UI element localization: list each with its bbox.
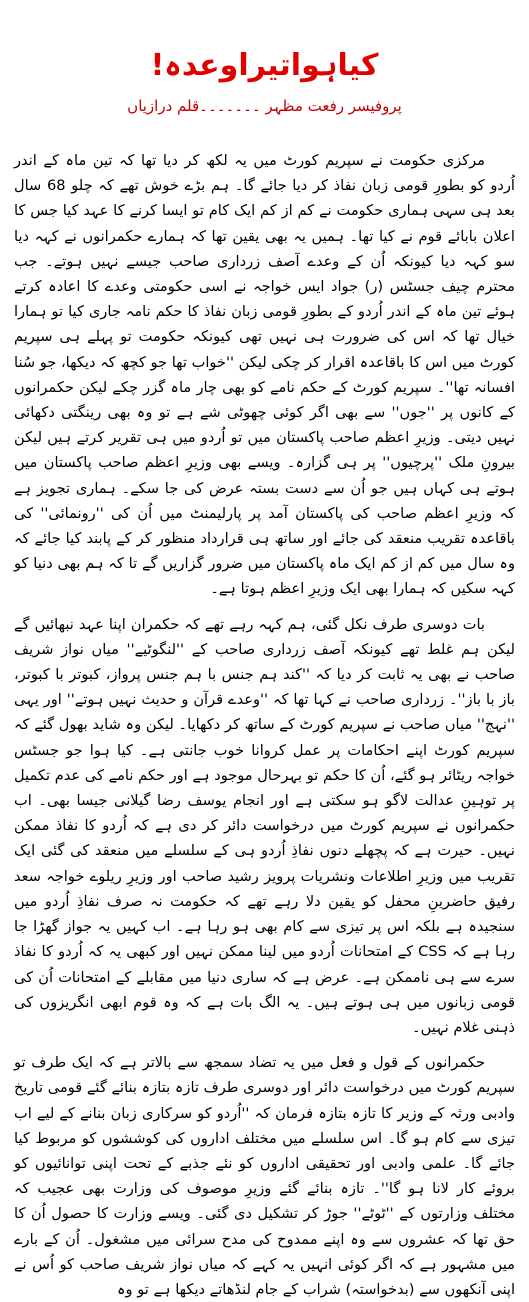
- article-paragraph-1: مرکزی حکومت نے سپریم کورٹ میں یہ لکھ کر دیا تھا کہ تین ماہ کے اندر اُردو کو بطورِ قومی زبان نفاذ کر دیا جائے گا۔ ہم بڑے خوش تھے کہ چلو 68 سال بعد ہی سہی ہماری حکومت نے کم از کم ایک کام تو ایسا کرنے کا عہد کیا جس کا اعلان بابائے قوم نے کیا تھا۔ ہمیں یہ بھی یقین تھا کہ ہمارے حکمرانوں نے کہہ دیا سو کہہ دیا کیونکہ اُن کے وعدے آصف زرداری صاحب جیسے نہیں ہوتے۔ جب محترم چیف جسٹس (ر) جواد ایس خواجہ نے اسی حکومتی وعدے کا اعادہ کرتے ہوئے تین ماہ کے اندر اُردو کے بطورِ قومی زبان نفاذ کا حکم نامہ جاری کیا تو ہمارا خیال تھا کہ اس کی ضرورت ہی نہیں تھی کیونکہ حکومت تو پہلے ہی سپریم کورٹ میں اس کا باقاعدہ اقرار کر چکی لیکن ''خواب تھا جو کچھ کہ دیکھا، جو سُنا افسانہ تھا''۔ سپریم کورٹ کے حکم نامے کو بھی چار ماہ گزر چکے لیکن حکمرانوں کے کانوں پر ''جوں'' سے بھی اگر کوئی چھوٹی شے ہے تو وہ بھی رینگتی دکھائی نہیں دیتی۔ وزیرِ اعظم صاحب پاکستان میں تو اُردو میں ہی تقریر کرتے ہیں لیکن بیرونِ ملک ''پرچیوں'' پر ہی گزارہ۔ ویسے بھی وزیرِ اعظم صاحب پاکستان میں ہوتے ہی کہاں ہیں جو اُن سے دست بستہ عرض کی جا سکے۔ ہماری تجویز ہے کہ وزیرِ اعظم صاحب کی پاکستان آمد پر پارلیمنٹ میں اُن کی ''رونمائی'' کی باقاعدہ تقریب منعقد کی جائے اور ساتھ ہی قرارداد منظور کر کے پابند کیا جائے کہ وہ سال میں کم از کم ایک ماہ پاکستان میں ضرور گزاریں گے تا کہ ہم بھی دنیا کو کہہ سکیں کہ ہمارا بھی ایک وزیرِ اعظم ہوتا ہے۔: [14, 152, 515, 598]
- article-body: [14, 148, 515, 1302]
- article-paragraph-3: حکمرانوں کے قول و فعل میں یہ تضاد سمجھ سے بالاتر ہے کہ ایک طرف تو سپریم کورٹ میں درخواست دائر اور دوسری طرف تازہ بتازہ بنائے گئے قومی تاریخ وادبی ورثہ کے وزیر کا تازہ بتازہ فرمان کہ ''اُردو کو سرکاری زبان بنانے کے لیے اب تیزی سے کام ہو گا۔ اس سلسلے میں مختلف اداروں کی کوششوں کو مربوط کیا جائے گا۔ علمی وادبی اور تحقیقی اداروں کو نئے جذبے کے تحت اپنی توانائیوں کو بروئے کار لانا ہو گا''۔ تازہ بنائے گئے وزیرِ موصوف کی وزارت بھی عجیب کہ مختلف وزارتوں کے ''ٹوٹے'' جوڑ کر تشکیل دی گئی۔ ویسے وزارت کا حصول اُن کا حق تھا کہ عشروں سے وہ اپنے ممدوح کی مدح سرائی میں مشغول۔ اُن کے بارے میں مشہور ہے کہ اگر کوئی انہیں یہ کہے کہ میاں نواز شریف صاحب کو اُس نے اپنی آنکھوں سے (بدخواستہ) شراب کے جام لنڈھاتے دیکھا ہے تو وہ: [14, 1054, 515, 1298]
- article-byline: پروفیسر رفعت مظہر ۔۔۔۔۔۔۔قلم درازیاں: [127, 97, 402, 115]
- article-paragraph-2: بات دوسری طرف نکل گئی، ہم کہہ رہے تھے کہ حکمران اپنا عہد نبھائیں گے لیکن ہم غلط تھے کیونکہ آصف زرداری صاحب کے ''لنگوٹیے'' میاں نواز شریف صاحب نے بھی یہ ثابت کر دیا کہ ''کند ہم جنس با ہم جنس پرواز، کبوتر با کبوتر، باز با باز''۔ زرداری صاحب نے کہا تھا کہ ''وعدے قرآن و حدیث نہیں ہوتے'' اور یہی ''نہج'' میاں صاحب نے سپریم کورٹ کے ساتھ کر دکھایا۔ لیکن وہ شاید بھول گئے کہ سپریم کورٹ اپنے احکامات پر عمل کروانا خوب جانتی ہے۔ کیا ہوا جو جسٹس خواجہ ریٹائر ہو گئے، اُن کا حکم تو بہرحال موجود ہے اور حکم نامے کی عدم تکمیل پر توہینِ عدالت لاگو ہو سکتی ہے اور انجام یوسف رضا گیلانی جیسا بھی۔ اب حکمرانوں نے سپریم کورٹ میں درخواست دائر کر دی ہے کہ اُردو کا نفاذ ممکن نہیں۔ حیرت ہے کہ پچھلے دنوں نفاذِ اُردو ہی کے سلسلے میں منعقد کی گئی ایک تقریب میں وزیرِ اطلاعات ونشریات پرویز رشید صاحب اور وزیرِ ریلوے خواجہ سعد رفیق حاضرینِ محفل کو یقین دلا رہے تھے کہ حکومت نہ صرف نفاذِ اُردو میں سنجیدہ ہے بلکہ اس پر تیزی سے کام بھی ہو رہا ہے۔ اب کہیں یہ جواز گھڑا جا رہا ہے کہ CSS کے امتحانات اُردو میں لینا ممکن نہیں اور کبھی یہ کہ اُردو کا نفاذ سرے سے ہی ناممکن ہے۔ عرض ہے کہ ساری دنیا میں مقابلے کے امتحانات اُن کی قومی زبانوں میں ہی ہوتے ہیں۔ یہ الگ بات ہے کہ وہ قوم ابھی انگریزوں کی ذہنی غلام نہیں۔: [14, 615, 515, 1036]
- article-title: کیاہواتیراوعدہ!: [150, 48, 379, 83]
